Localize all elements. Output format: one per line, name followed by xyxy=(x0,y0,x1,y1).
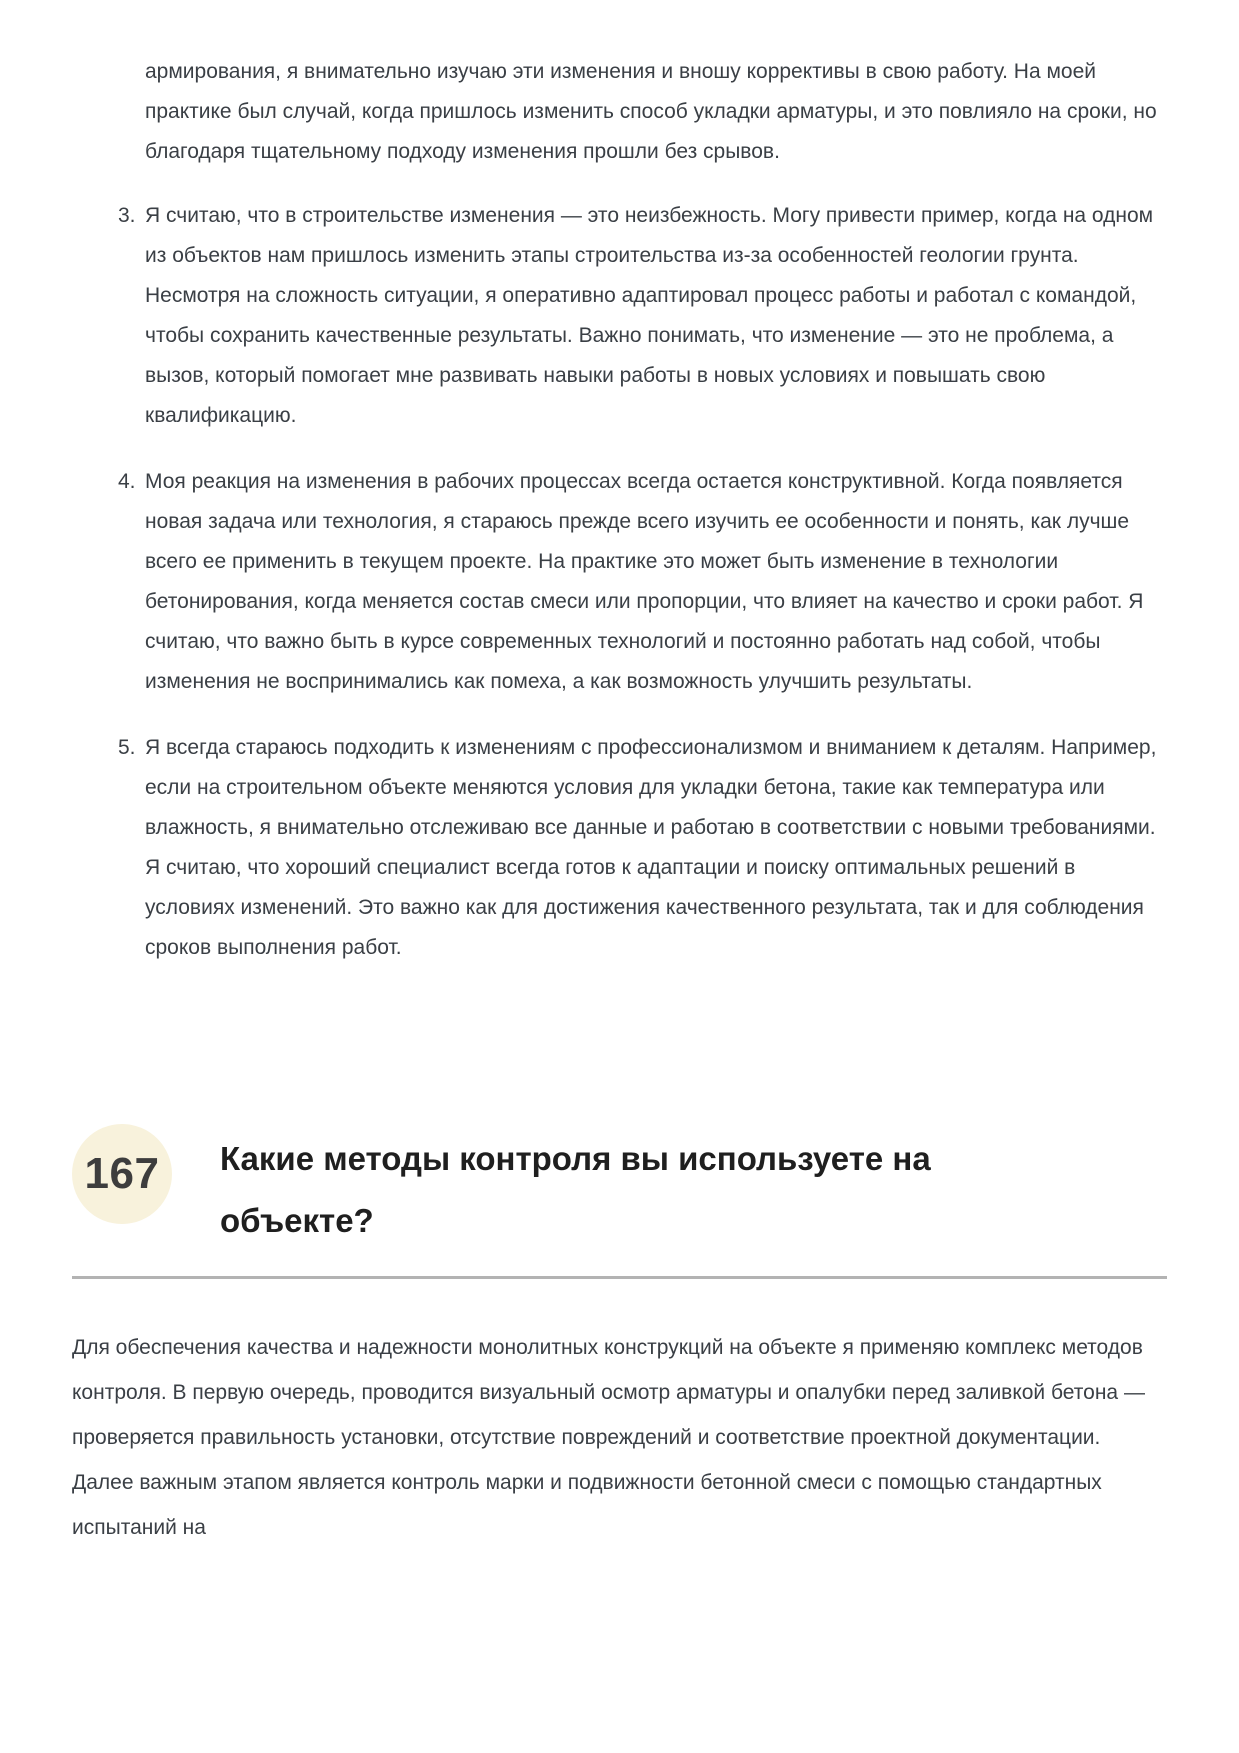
list-item xyxy=(72,462,1167,702)
list-item-2-continuation-text: армирования, я внимательно изучаю эти изменения и вношу коррективы в свою работу. На моей практике был случай, когда пришлось изменить способ укладки арматуры, и это повлияло на сроки, но благодаря тщательному подходу изменения прошли без срывов. xyxy=(145,60,1157,163)
numbered-list xyxy=(72,196,1167,968)
list-item-text: Моя реакция на изменения в рабочих процессах всегда остается конструктивной. Когда появляется новая задача или технология, я стараюсь прежде всего изучить ее особенности и понять, как лучше всего ее применить в текущем проекте. На практике это может быть изменение в технологии бетонирования, когда меняется состав смеси или пропорции, что влияет на качество и сроки работ. Я считаю, что важно быть в курсе современных технологий и постоянно работать над собой, чтобы изменения не воспринимались как помеха, а как возможность улучшить результаты. xyxy=(145,470,1144,693)
list-item xyxy=(72,196,1167,436)
list-item-number: 5. xyxy=(118,736,136,759)
list-item-text: Я считаю, что в строительстве изменения — это неизбежность. Могу привести пример, когда на одном из объектов нам пришлось изменить этапы строительства из-за особенностей геологии грунта. Несмотря на сложность ситуации, я оперативно адаптировал процесс работы и работал с командой, чтобы сохранить качественные результаты. Важно понимать, что изменение — это не проблема, а вызов, который помогает мне развивать навыки работы в новых условиях и повышать свою квалификацию. xyxy=(145,204,1154,427)
question-section xyxy=(72,1124,1167,1252)
answer-paragraph: Для обеспечения качества и надежности монолитных конструкций на объекте я применяю комплекс методов контроля. В первую очередь, проводится визуальный осмотр арматуры и опалубки перед заливкой бетона — проверяется правильность установки, отсутствие повреждений и соответствие проектной документации. Далее важным этапом является контроль марки и подвижности бетонной смеси с помощью стандартных испытаний на xyxy=(72,1336,1145,1539)
list-item xyxy=(72,728,1167,968)
list-item-number: 4. xyxy=(118,470,136,493)
section-divider xyxy=(72,1276,1167,1279)
question-number-badge: 167 xyxy=(72,1124,172,1224)
question-title: Какие методы контроля вы используете на объекте? xyxy=(220,1140,931,1239)
list-item-number: 3. xyxy=(118,204,136,227)
list-item-text: Я всегда стараюсь подходить к изменениям с профессионализмом и вниманием к деталям. Например, если на строительном объекте меняются условия для укладки бетона, такие как температура или влажность, я внимательно отслеживаю все данные и работаю в соответствии с новыми требованиями. Я считаю, что хороший специалист всегда готов к адаптации и поиску оптимальных решений в условиях изменений. Это важно как для достижения качественного результата, так и для соблюдения сроков выполнения работ. xyxy=(145,736,1157,959)
